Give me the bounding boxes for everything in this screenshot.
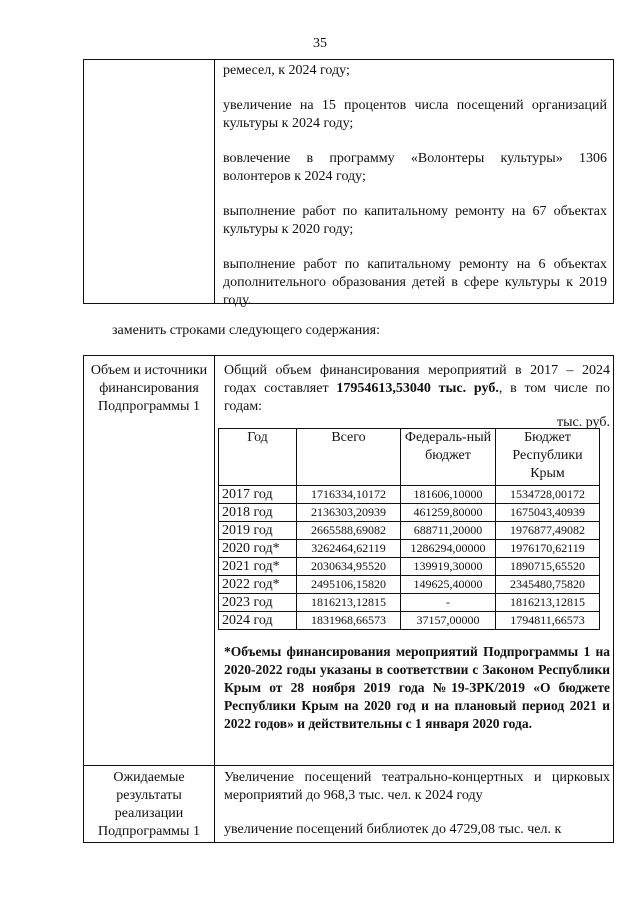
table-row: 2021 год* 2030634,95520 139919,30000 1890715,65520 [219, 558, 600, 576]
header-regional: Бюджет Республики Крым [496, 429, 600, 486]
target-line: вовлечение в программу «Волонтеры культуры» 1306 волонтеров к 2024 году; [223, 151, 607, 184]
unit-label: тыс. руб. [557, 415, 610, 430]
footnote: *Объемы финансирования мероприятий Подпрограммы 1 на 2020-2022 годы указаны в соответствии с Законом Республики Крым от 28 ноября 2019 года №19-ЗРК/2019 «О бюджете Республики Крым на 2020 год и на плановый период 2021 и 2022 годов» и действительны с 1 января 2020 года. [224, 644, 610, 731]
table-row: 2017 год 1716334,10172 181606,10000 1534728,00172 [219, 486, 600, 504]
result-item: увеличение посещений библиотек до 4729,08 тыс. чел. к [224, 822, 562, 837]
row-divider [84, 765, 613, 766]
table-row: 2024 год 1831968,66573 37157,00000 1794811,66573 [219, 612, 600, 630]
previous-table-fragment [83, 59, 614, 308]
funding-label: Объем и источники финансирования Подпрограммы 1 [90, 363, 208, 414]
total-amount: 17954613,53040 тыс. руб. [336, 381, 499, 396]
page-number: 35 [313, 36, 327, 51]
replace-instruction: заменить строками следующего содержания: [112, 323, 381, 338]
table-row: 2020 год* 3262464,62119 1286294,00000 1976170,62119 [219, 540, 600, 558]
target-line: выполнение работ по капитальному ремонту на 67 объектах культуры к 2020 году; [223, 204, 607, 237]
table-row: 2018 год 2136303,20939 461259,80000 1675043,40939 [219, 504, 600, 522]
empty-label-cell [84, 60, 215, 303]
column-divider [214, 356, 215, 842]
results-label: Ожидаемые результаты реализации Подпрограммы 1 [98, 770, 200, 839]
target-line: ремесел, к 2024 году; [223, 63, 350, 78]
funding-summary: Общий объем финансирования мероприятий в 2017 – 2024 годах составляет 17954613,53040 тыс. руб., в том числе по годам: [224, 363, 610, 414]
targets-cell [215, 60, 613, 308]
financing-by-year-table [218, 428, 600, 630]
result-item: Увеличение посещений театрально-концертных и цирковых мероприятий до 968,3 тыс. чел. к 2024 году [224, 770, 610, 803]
target-line: выполнение работ по капитальному ремонту на 6 объектах дополнительного образования детей в сфере культуры к 2019 году. [223, 257, 607, 308]
table-row: 2019 год 2665588,69082 688711,20000 1976877,49082 [219, 522, 600, 540]
header-total: Всего [297, 429, 401, 486]
table-row: 2023 год 1816213,12815 - 1816213,12815 [219, 594, 600, 612]
target-line: увеличение на 15 процентов числа посещений организаций культуры к 2024 году; [223, 98, 607, 131]
table-row: 2022 год* 2495106,15820 149625,40000 2345480,75820 [219, 576, 600, 594]
header-year: Год [219, 429, 297, 486]
subprogram-passport-table [83, 355, 614, 843]
header-federal: Федераль-ный бюджет [401, 429, 496, 486]
